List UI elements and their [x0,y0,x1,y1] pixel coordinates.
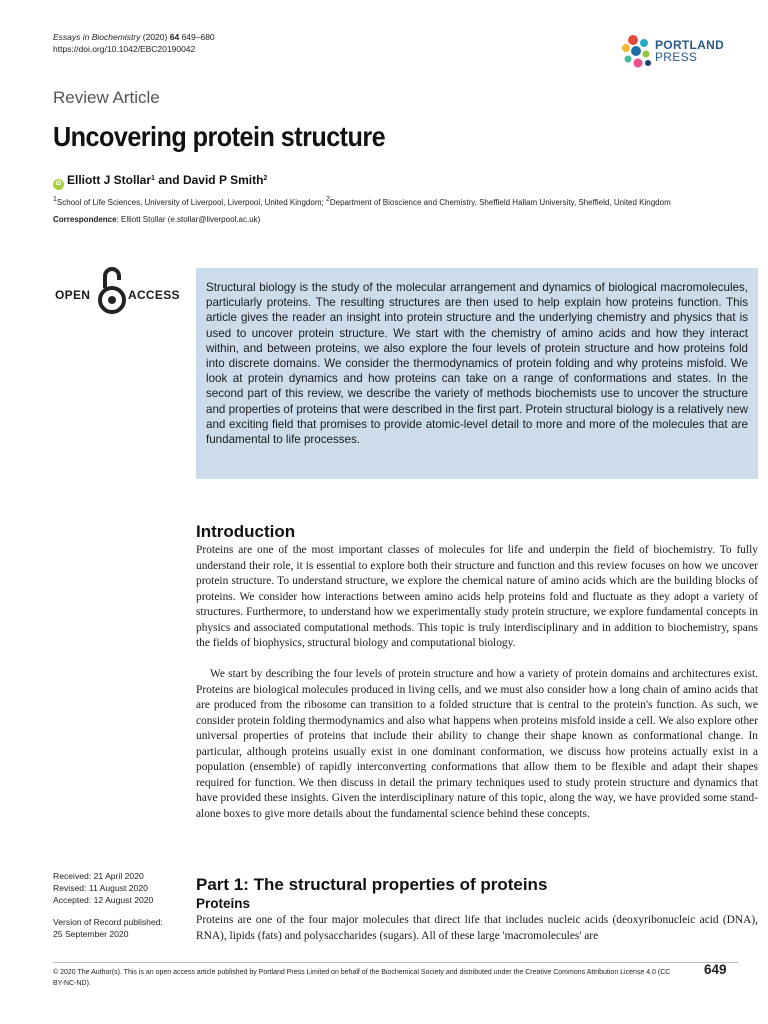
publisher-logo [620,34,735,70]
page-number: 649 [704,962,727,977]
article-history [53,870,163,940]
date-accepted: Accepted: 12 August 2020 [53,895,154,905]
license-statement: © 2020 The Author(s). This is an open access article published by Portland Press Limited on behalf of the Biochemical Society and distributed under the Creative Commons Attribution License 4.0 (CC BY-NC-ND). [53,969,671,987]
section-heading-part1: Part 1: The structural properties of proteins [196,875,548,894]
affil-liverpool: School of Life Sciences, University of Liverpool, Liverpool, United Kingdom; [56,198,326,207]
author-stollar[interactable]: Elliott J Stollar [67,173,152,187]
vor-label: Version of Record published: [53,917,163,927]
section-heading-introduction: Introduction [196,522,296,541]
abstract-box: Structural biology is the study of the molecular arrangement and dynamics of biological macromolecules, particularly proteins. The resulting structures are then used to help explain how proteins function. This article gives the reader an insight into protein structure and the underlying chemistry and physics that is used to uncover protein structure. We start with the chemistry of amino acids and how they interact within, and between proteins, we also explore the four levels of protein structure and how proteins fold into discrete domains. We consider the thermodynamics of protein folding and why proteins misfold. We look at protein dynamics and how proteins can take on a range of conformations and states. In the second part of this review, we describe the variety of methods biochemists use to uncover the structure and properties of proteins that were described in the first part. Protein structural biology is a relatively new and exciting field that promises to provide atomic-level detail to more and more of the molecules that are fundamental to life processes. [196,268,758,479]
doi-link[interactable]: https://doi.org/10.1042/EBC20190042 [53,44,196,54]
journal-pages: 649–680 [181,32,215,42]
author-affil-sup: 2 [263,175,268,182]
journal-year: (2020) [142,32,168,42]
open-access-word-access: ACCESS [128,288,180,302]
publisher-name-line1: PORTLAND [655,38,725,52]
date-received: Received: 21 April 2020 [53,871,144,881]
publisher-name-line2: PRESS [655,50,698,64]
article-type: Review Article [53,88,160,107]
journal-volume: 64 [169,32,180,42]
journal-citation [53,31,215,55]
footer-divider [53,962,738,963]
open-access-word-open: OPEN [55,288,91,302]
author-smith[interactable]: David P Smith [182,173,264,187]
date-revised: Revised: 11 August 2020 [53,883,148,893]
portland-press-dots-icon [620,34,654,70]
proteins-paragraph-1: Proteins are one of the four major molecules that direct life that includes nucleic acids (deoxyribonucleic acid (DNA), RNA), lipids (fats) and polysaccharides (sugars). All of these large 'macromolecules' are [196,914,758,942]
affiliations [53,196,671,207]
intro-paragraph-2: We start by describing the four levels of protein structure and how a variety of protein domains and architectures exist. Proteins are biological molecules produced in living cells, and we must also consider how a long chain of amino acids that are produced from the ribosome can transition to a folded structure that is central to the protein's function. As such, we consider protein folding thermodynamics and also what happens when proteins misfold inside a cell. We also explore other universal properties of proteins that include their ability to change their shape known as conformational change. In particular, although proteins usually exist in one dominant conformation, we discuss how proteins actually exist in a population (ensemble) of rapidly interconverting conformations that allow them to be flexible and adapt their shapes required for function. We then discuss in detail the primary techniques used to study protein structure and dynamics that have provided these insights. Given the interdisciplinary nature of this topic, along the way, we have provided some stand-alone boxes to give more details about the fundamental science behind these concepts. [196,668,758,820]
open-access-logo [55,266,185,316]
open-lock-icon [97,266,127,316]
author-conjunction: and [154,173,183,187]
intro-paragraph-1: Proteins are one of the most important classes of molecules for life and underpin the field of biochemistry. To fully understand their role, it is essential to explore both their structure and function and this review focuses on how we uncover protein structure. To understand structure, we explore the chemical nature of amino acids which are the building blocks of proteins. We consider how interactions between amino acids help proteins fold and fluctuate as they adopt a variety of structures. Furthermore, to understand how we experimentally study protein structure, we explore fundamental concepts in physics and associated computational methods. This topic is truly interdisciplinary and in addition to biochemistry, spans the fields of biophysics, structural biology and computational biology. [196,544,758,649]
correspondence-label: Correspondence [53,215,117,224]
author-affil-sup: 1 [151,175,155,182]
correspondence-text[interactable]: : Elliott Stollar (e.stollar@liverpool.ac.uk) [116,215,261,224]
affil-sup: 2 [325,196,330,203]
author-list [53,173,267,190]
affil-sheffield: Department of Bioscience and Chemistry, Sheffield Hallam University, Sheffield, United Kingdom [329,198,671,207]
orcid-icon[interactable]: iD [53,179,64,190]
subsection-heading-proteins: Proteins [196,896,251,911]
journal-name: Essays in Biochemistry [53,32,141,42]
correspondence [53,215,260,224]
vor-date: 25 September 2020 [53,929,129,939]
article-title: Uncovering protein structure [53,121,386,152]
affil-sup: 1 [53,196,57,203]
